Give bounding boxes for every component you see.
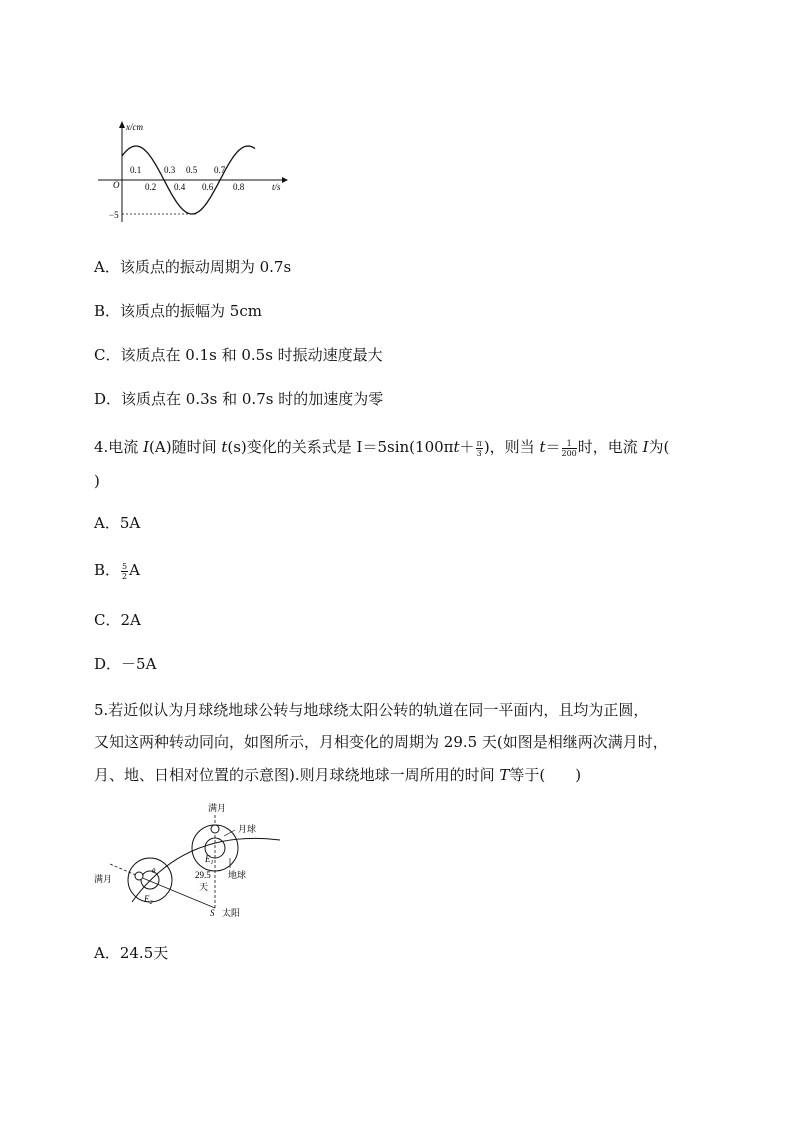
q4-var-i: I: [143, 438, 150, 456]
q4-part3: (s)变化的关系式是: [227, 438, 357, 456]
tick-0.6: 0.6: [202, 182, 214, 192]
theta-label: θ: [152, 867, 156, 875]
orbit-diagram: [90, 800, 290, 922]
moon-label: 月球: [238, 824, 257, 834]
q4-part4: 时，电流: [577, 438, 643, 456]
q4-stem-line2: ): [94, 472, 100, 490]
q3-option-a[interactable]: A．该质点的振动周期为 0.7s: [94, 258, 292, 276]
neg-amplitude-label: −5: [109, 210, 119, 220]
e2-label: $E_2$: [144, 894, 153, 906]
q5-stem-line1: 5.若近似认为月球绕地球公转与地球绕太阳公转的轨道在同一平面内，且均为正圆，: [94, 701, 649, 719]
q3-option-b[interactable]: B．该质点的振幅为 5cm: [94, 302, 262, 320]
full-moon-left-label: 满月: [94, 874, 113, 884]
q4-option-b-fraction: [121, 562, 128, 581]
tick-0.4: 0.4: [174, 182, 186, 192]
q4-option-c[interactable]: C．2A: [94, 611, 141, 629]
y-axis-label: x/cm: [126, 122, 143, 132]
moon-label-pointer: [224, 830, 235, 836]
q4-part1: 4.电流: [94, 438, 144, 456]
q3-option-c[interactable]: C．该质点在 0.1s 和 0.5s 时振动速度最大: [94, 346, 383, 364]
tick-0.8: 0.8: [233, 182, 245, 192]
q4-option-a[interactable]: A．5A: [94, 514, 141, 532]
sun-label: 太阳: [222, 908, 241, 918]
vibration-graph: [92, 118, 292, 228]
q4-option-b-prefix: B．: [94, 561, 121, 579]
q4-var-t2: t: [539, 438, 546, 456]
q4-option-b[interactable]: [94, 561, 140, 581]
q4-option-b-den: 2: [122, 571, 128, 581]
q5-var-t: T: [499, 766, 510, 784]
earth-label: 地球: [228, 870, 247, 880]
q5-line3-a: 月、地、日相对位置的示意图).则月球绕地球一周所用的时间: [94, 766, 500, 784]
q4-part2: (A)随时间: [149, 438, 222, 456]
e1-moon: [211, 825, 219, 833]
e2-moon: [135, 872, 143, 880]
q4-option-b-num: 5: [122, 561, 128, 571]
q4-fraction-pi-over-3: [476, 439, 483, 458]
x-axis-label: t/s: [272, 182, 281, 192]
tick-0.5: 0.5: [186, 165, 198, 175]
q4-eq2: ＝: [545, 438, 561, 456]
tick-0.3: 0.3: [164, 165, 176, 175]
x-axis-arrow: [282, 177, 288, 183]
days-label: 29.5: [195, 870, 211, 880]
y-axis-arrow: [119, 121, 125, 128]
q4-eq1-plus: ＋: [459, 438, 475, 456]
q4-var-i2: I: [642, 438, 649, 456]
q4-frac2-den: 200: [561, 448, 577, 458]
origin-label: O: [113, 180, 120, 190]
day-unit-label: 天: [199, 882, 209, 892]
q5-stem-line2: 又知这两种转动同向，如图所示，月相变化的周期为 29.5 天(如图是相继两次满月时，: [94, 733, 668, 751]
q4-option-d[interactable]: D．－5A: [94, 655, 157, 673]
q4-frac1-num: π: [476, 438, 482, 448]
tick-0.7: 0.7: [214, 165, 226, 175]
tick-0.2: 0.2: [145, 182, 157, 192]
q4-eq1-close: )，则当: [483, 438, 540, 456]
q5-line3-b: 等于( ): [509, 766, 582, 784]
q4-option-b-unit: A: [129, 561, 140, 579]
q5-stem-line3: [94, 766, 581, 784]
e1-label: $E_1$: [205, 854, 214, 866]
sun-letter-label: S: [210, 908, 215, 918]
q4-frac1-den: 3: [476, 448, 482, 458]
q4-eq1: I＝5sin(100π: [356, 438, 454, 456]
tick-0.1: 0.1: [130, 165, 142, 175]
q4-frac2-num: 1: [562, 439, 577, 449]
q4-part5: 为(: [648, 438, 670, 456]
full-moon-top-label: 满月: [208, 803, 227, 813]
q5-option-a[interactable]: A．24.5天: [94, 944, 169, 962]
q4-var-t: t: [221, 438, 228, 456]
q3-option-d[interactable]: D．该质点在 0.3s 和 0.7s 时的加速度为零: [94, 390, 384, 408]
q4-eq1-t: t: [453, 438, 460, 456]
q4-stem: [94, 438, 669, 458]
q4-fraction-1-over-200: [562, 439, 577, 458]
